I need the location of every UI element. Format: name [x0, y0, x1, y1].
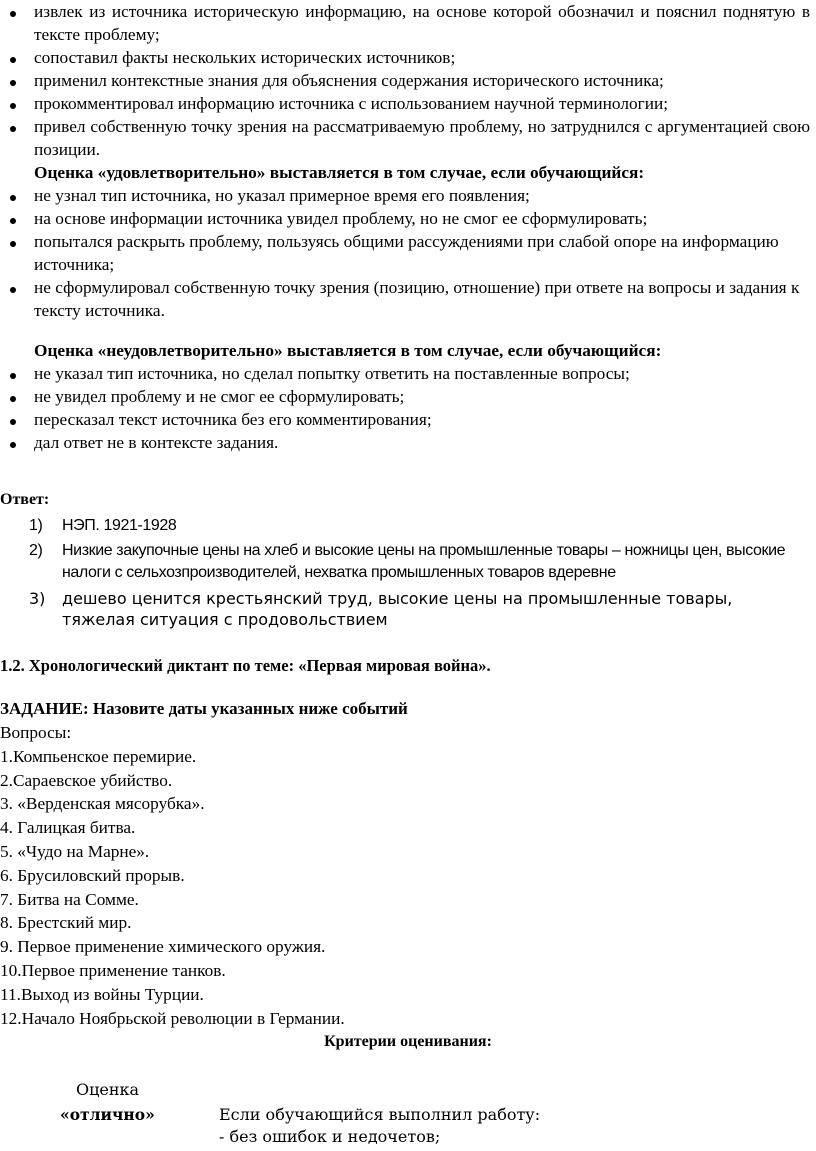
- list-item: не сформулировал собственную точку зрения (позицию, отношение) при ответе на вопросы и задания к тексту источника.: [34, 278, 800, 320]
- question-item: 9. Первое применение химического оружия.: [0, 937, 326, 957]
- answer-number: 3): [29, 589, 46, 608]
- question-item: 1.Компьенское перемирие.: [0, 746, 197, 766]
- unsatisfactory-heading: Оценка «неудовлетворительно» выставляется в том случае, если обучающийся:: [34, 341, 662, 360]
- list-item: на основе информации источника увидел проблему, но не смог ее сформулировать;: [34, 209, 648, 228]
- answer-label: Ответ:: [0, 491, 50, 508]
- list-item: сопоставил факты нескольких исторических источников;: [34, 48, 456, 67]
- dictation-title: 1.2. Хронологический диктант по теме: «Первая мировая война».: [0, 656, 491, 675]
- bullet: [10, 195, 16, 201]
- bullet: [10, 11, 16, 17]
- question-item: 2.Сараевское убийство.: [0, 770, 173, 790]
- question-item: 12.Начало Ноябрьской революции в Германии.: [0, 1008, 345, 1028]
- question-item: 3. «Верденская мясорубка».: [0, 794, 205, 814]
- question-item: 5. «Чудо на Марне».: [0, 841, 150, 861]
- list-item: дал ответ не в контексте задания.: [34, 433, 279, 452]
- question-item: 6. Брусиловский прорыв.: [0, 865, 185, 885]
- list-item: привел собственную точку зрения на рассматриваемую проблему, но затруднился с аргументацией свою позиции.: [34, 117, 810, 159]
- criteria-title: Критерии оценивания:: [324, 1033, 492, 1050]
- question-item: 10.Первое применение танков.: [0, 960, 226, 980]
- grade-label: Оценка: [76, 1080, 140, 1099]
- bullet: [10, 57, 16, 63]
- answer-text: Низкие закупочные цены на хлеб и высокие цены на промышленные товары – ножницы цен, высокие налоги с сельхозпроизводителей, нехватка промышленных товаров вдеревне: [62, 542, 786, 581]
- list-item: не указал тип источника, но сделал попытку ответить на поставленные вопросы;: [34, 364, 630, 383]
- bullet: [10, 80, 16, 86]
- grade-description: Если обучающийся выполнил работу:: [219, 1105, 541, 1124]
- question-item: 8. Брестский мир.: [0, 913, 132, 933]
- task-heading: ЗАДАНИЕ: Назовите даты указанных ниже событий: [0, 699, 408, 718]
- answer-text: дешево ценится крестьянский труд, высокие цены на промышленные товары, тяжелая ситуация с продовольствием: [62, 589, 733, 629]
- bullet: [10, 396, 16, 402]
- bullet: [10, 218, 16, 224]
- answer-number: 2): [29, 542, 43, 559]
- satisfactory-heading: Оценка «удовлетворительно» выставляется в том случае, если обучающийся:: [34, 163, 645, 182]
- bullet: [10, 442, 16, 448]
- bullet: [10, 373, 16, 379]
- list-item: применил контекстные знания для объяснения содержания исторического источника;: [34, 71, 664, 90]
- question-item: 11.Выход из войны Турции.: [0, 984, 204, 1004]
- grade-description: - без ошибок и недочетов;: [219, 1127, 441, 1146]
- answer-number: 1): [29, 517, 43, 534]
- bullet: [10, 241, 16, 247]
- list-item: пересказал текст источника без его комментирования;: [34, 410, 432, 429]
- questions-label: Вопросы:: [0, 723, 72, 742]
- answer-text: НЭП. 1921-1928: [62, 517, 177, 534]
- list-item: не узнал тип источника, но указал примерное время его появления;: [34, 186, 530, 205]
- bullet: [10, 103, 16, 109]
- list-item: извлек из источника историческую информацию, на основе которой обозначил и пояснил поднятую в тексте проблему;: [34, 2, 810, 44]
- question-item: 4. Галицкая битва.: [0, 818, 136, 838]
- list-item: попытался раскрыть проблему, пользуясь общими рассуждениями при слабой опоре на информацию источника;: [34, 232, 779, 274]
- bullet: [10, 287, 16, 293]
- bullet: [10, 419, 16, 425]
- question-item: 7. Битва на Сомме.: [0, 889, 139, 909]
- questions-block: [0, 721, 700, 1030]
- list-item: не увидел проблему и не смог ее сформулировать;: [34, 387, 405, 406]
- bullet: [10, 126, 16, 132]
- list-item: прокомментировал информацию источника с использованием научной терминологии;: [34, 94, 668, 113]
- grade-value: «отлично»: [60, 1105, 155, 1124]
